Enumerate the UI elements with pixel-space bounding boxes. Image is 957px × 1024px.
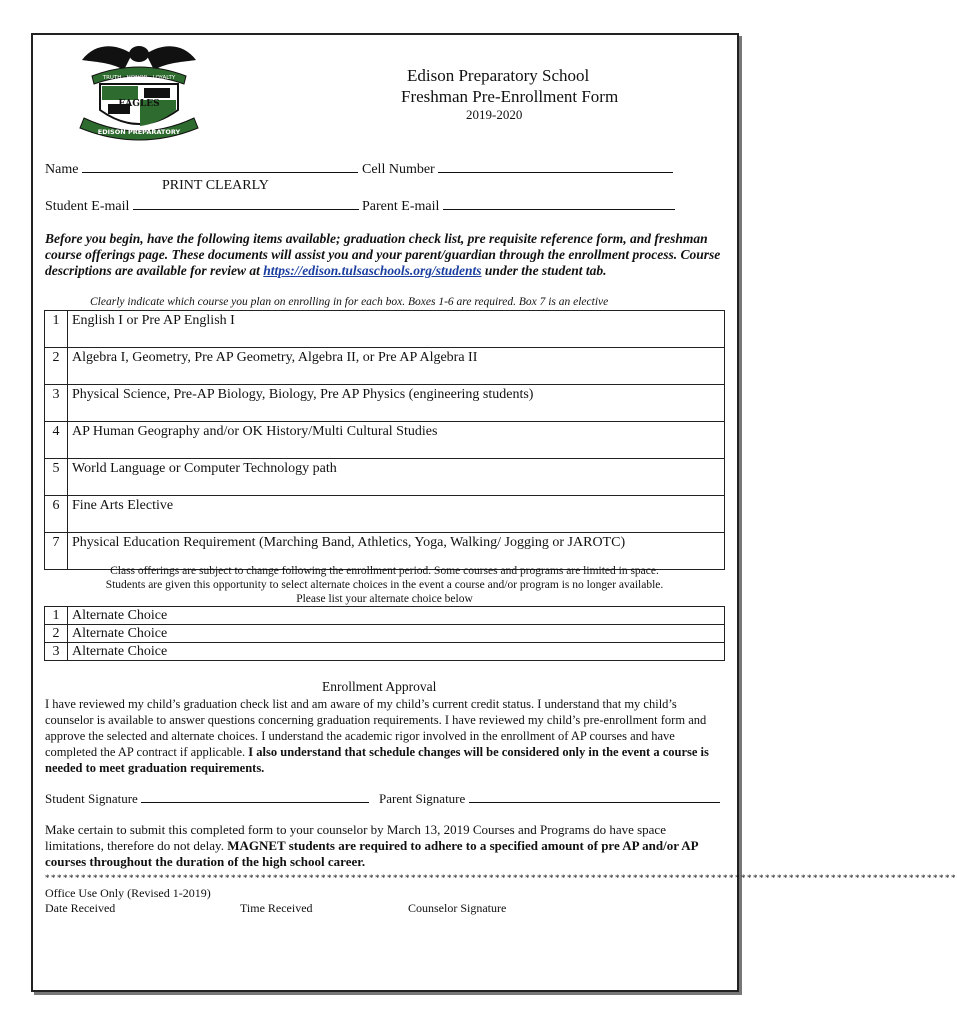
- approval-heading: Enrollment Approval: [322, 679, 437, 694]
- alternate-choice-number: 1: [45, 607, 68, 625]
- alternate-choice-number: 3: [45, 643, 68, 661]
- alternate-choice-number: 2: [45, 625, 68, 643]
- submission-paragraph: Make certain to submit this completed form to your counselor by March 13, 2019 Courses and Programs do have space limitations, therefore do not delay. MAGNET students are required to adhere to a specified amount of pre AP and/or AP courses throughout the duration of the high school career.: [45, 822, 698, 869]
- date-received-label: Date Received: [45, 901, 116, 915]
- print-clearly-note: PRINT CLEARLY: [162, 178, 269, 193]
- name-line[interactable]: [82, 160, 358, 173]
- eagles-crest-logo: [74, 40, 204, 144]
- course-box-row[interactable]: [45, 459, 725, 496]
- separator-stars: ********************************************************************************************************************************************************: [45, 873, 957, 883]
- parent-signature-label: Parent Signature: [379, 791, 466, 806]
- approval-paragraph: I have reviewed my child’s graduation check list and am aware of my child’s current credit status. I understand that my child’s counselor is available to answer questions concerning graduation requirements. I have reviewed my child’s pre-enrollment form and approve the selected and alternate choices. I understand the academic rigor involved in the enrollment of AP courses and have completed the AP contract if applicable. I also understand that schedule changes will be considered only in the event a course is needed to meet graduation requirements.: [45, 697, 709, 775]
- course-box-text[interactable]: English I or Pre AP English I: [68, 311, 725, 348]
- box-instructions: Clearly indicate which course you plan on enrolling in for each box. Boxes 1-6 are required. Box 7 is an elective: [90, 296, 609, 308]
- parent-email-label: Parent E-mail: [362, 199, 440, 214]
- eagle-head: [129, 46, 149, 62]
- student-email-line[interactable]: [133, 197, 359, 210]
- course-box-row[interactable]: [45, 422, 725, 459]
- course-box-number: 7: [45, 533, 68, 570]
- cell-number-line[interactable]: [438, 160, 673, 173]
- notice-line-3: Please list your alternate choice below: [296, 593, 473, 605]
- parent-signature-field[interactable]: [379, 790, 720, 807]
- approval-bold-text: I also understand that schedule changes will be considered only in the event a course is needed to meet graduation requirements.: [45, 745, 709, 775]
- alternate-choice-row[interactable]: [45, 607, 725, 625]
- cell-number-field[interactable]: [362, 160, 673, 178]
- crest-main-text: EAGLES: [118, 99, 160, 109]
- alternate-choice-table: [44, 606, 725, 661]
- banner-text: TRUTH · HONOR · LOYALTY: [102, 75, 176, 81]
- alternate-choice-text[interactable]: Alternate Choice: [68, 625, 725, 643]
- crest-bottom-text: EDISON PREPARATORY: [97, 128, 181, 136]
- course-box-number: 4: [45, 422, 68, 459]
- course-box-row[interactable]: [45, 311, 725, 348]
- cell-number-label: Cell Number: [362, 162, 435, 177]
- student-email-field[interactable]: [45, 197, 359, 215]
- school-name: Edison Preparatory School: [407, 66, 590, 85]
- eagle-wing-right: [146, 46, 196, 70]
- course-box-text[interactable]: Physical Science, Pre-AP Biology, Biology, Pre AP Physics (engineering students): [68, 385, 725, 422]
- course-box-text[interactable]: Fine Arts Elective: [68, 496, 725, 533]
- course-box-row[interactable]: [45, 496, 725, 533]
- alternate-choice-row[interactable]: [45, 625, 725, 643]
- alternate-choice-text[interactable]: Alternate Choice: [68, 607, 725, 625]
- availability-notice: [44, 564, 725, 606]
- course-box-number: 5: [45, 459, 68, 496]
- time-received-label: Time Received: [240, 901, 313, 915]
- course-box-number: 6: [45, 496, 68, 533]
- notice-line-2: Students are given this opportunity to select alternate choices in the event a course and/or program is no longer available.: [105, 579, 664, 591]
- alternate-choice-text[interactable]: Alternate Choice: [68, 643, 725, 661]
- student-email-label: Student E-mail: [45, 199, 130, 214]
- course-box-text[interactable]: Physical Education Requirement (Marching Band, Athletics, Yoga, Walking/ Jogging or JAROTC): [68, 533, 725, 570]
- office-use-label: Office Use Only (Revised 1-2019): [45, 886, 211, 900]
- course-box-number: 3: [45, 385, 68, 422]
- course-box-text[interactable]: World Language or Computer Technology path: [68, 459, 725, 496]
- parent-email-field[interactable]: [362, 197, 675, 215]
- name-field[interactable]: [45, 160, 358, 178]
- eagle-wing-left: [82, 46, 132, 70]
- student-signature-field[interactable]: [45, 790, 369, 807]
- school-year: 2019-2020: [466, 107, 523, 122]
- course-box-number: 2: [45, 348, 68, 385]
- form-title: Freshman Pre-Enrollment Form: [401, 87, 619, 106]
- magnet-requirement-text: MAGNET students are required to adhere to a specified amount of pre AP and/or AP courses throughout the duration of the high school career.: [45, 838, 698, 869]
- course-box-text[interactable]: AP Human Geography and/or OK History/Multi Cultural Studies: [68, 422, 725, 459]
- students-link[interactable]: https://edison.tulsaschools.org/students: [263, 263, 482, 278]
- course-box-number: 1: [45, 311, 68, 348]
- student-signature-line[interactable]: [141, 790, 369, 803]
- notice-line-1: Class offerings are subject to change following the enrollment period. Some courses and programs are limited in space.: [110, 565, 659, 577]
- course-box-row[interactable]: [45, 348, 725, 385]
- student-signature-label: Student Signature: [45, 791, 138, 806]
- course-box-row[interactable]: [45, 385, 725, 422]
- counselor-signature-label: Counselor Signature: [408, 901, 507, 915]
- parent-email-line[interactable]: [443, 197, 675, 210]
- course-selection-table: [44, 310, 725, 570]
- intro-paragraph: Before you begin, have the following items available; graduation check list, pre requisite reference form, and freshman course offerings page. These documents will assist you and your parent/guardian through the enrollment process. Course descriptions are available for review at https://edison.tulsaschools.org/students under the student tab.: [45, 231, 721, 278]
- name-label: Name: [45, 162, 79, 177]
- course-box-text[interactable]: Algebra I, Geometry, Pre AP Geometry, Algebra II, or Pre AP Algebra II: [68, 348, 725, 385]
- alternate-choice-row[interactable]: [45, 643, 725, 661]
- parent-signature-line[interactable]: [469, 790, 720, 803]
